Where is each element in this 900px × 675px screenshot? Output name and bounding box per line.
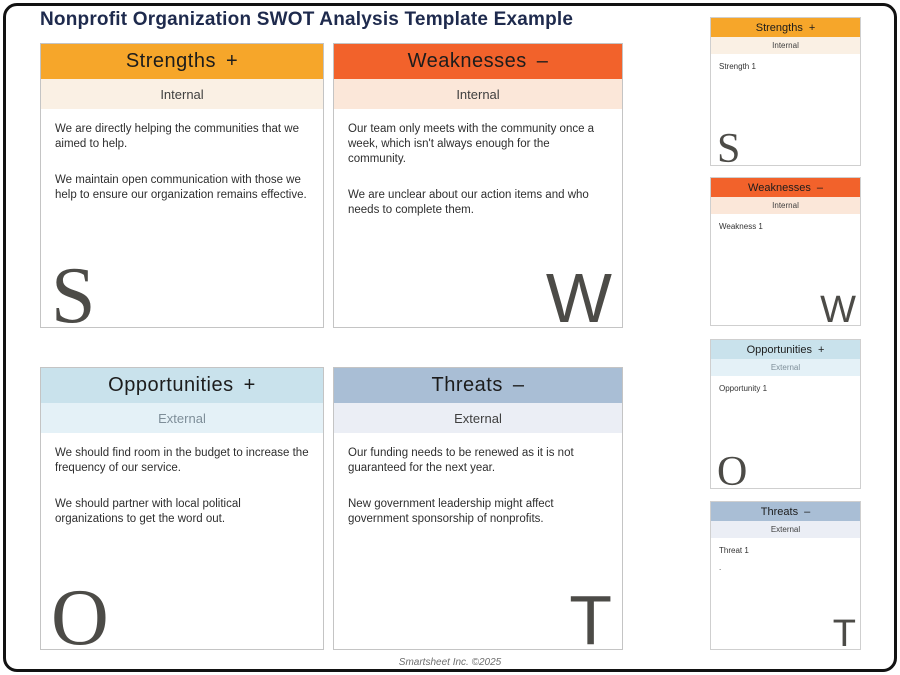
threats-scope-label: External bbox=[454, 410, 502, 426]
sidebar-weaknesses-scope-label: Internal bbox=[772, 201, 799, 210]
opportunities-body bbox=[41, 433, 323, 527]
sidebar-weaknesses-title: Weaknesses bbox=[748, 181, 811, 194]
swot-item: We are directly helping the communities that we aimed to help. bbox=[55, 123, 299, 150]
sidebar-threats-title: Threats bbox=[760, 505, 799, 518]
weaknesses-title: Weaknesses bbox=[407, 50, 527, 72]
placeholder-item: Weakness 1 bbox=[719, 222, 763, 231]
sidebar-opportunities-body bbox=[711, 376, 860, 394]
sidebar-opportunities-scope-label: External bbox=[770, 363, 801, 372]
sidebar-opportunities-scope-band bbox=[711, 359, 860, 376]
placeholder-item: Opportunity 1 bbox=[719, 384, 768, 393]
sidebar-card-weaknesses bbox=[710, 177, 861, 331]
placeholder-item: . bbox=[719, 563, 722, 573]
strengths-header bbox=[41, 44, 323, 79]
threats-header bbox=[334, 368, 622, 403]
swot-item: We should find room in the budget to increase the frequency of our service. bbox=[55, 447, 309, 474]
minus-sign: – bbox=[536, 50, 549, 72]
sidebar-opportunities-title: Opportunities bbox=[746, 343, 812, 356]
sidebar-weaknesses-body bbox=[711, 214, 860, 232]
sidebar-card-opportunities bbox=[710, 339, 861, 495]
swot-item: We should partner with local political organizations to get the word out. bbox=[55, 497, 241, 525]
strengths-scope-label: Internal bbox=[160, 86, 204, 102]
weaknesses-scope-label: Internal bbox=[456, 86, 500, 102]
quadrant-strengths bbox=[40, 43, 324, 340]
sidebar-card-strengths bbox=[710, 17, 861, 172]
weaknesses-scope-band bbox=[334, 79, 622, 109]
sidebar-threats-body bbox=[711, 538, 860, 573]
threats-body bbox=[334, 433, 622, 527]
sidebar-strengths-title: Strengths bbox=[755, 21, 803, 34]
sidebar-opportunities-header bbox=[711, 340, 860, 359]
plus-sign: + bbox=[243, 374, 256, 396]
plus-sign: + bbox=[225, 50, 239, 72]
opportunities-watermark-letter: O bbox=[51, 574, 109, 662]
minus-sign: – bbox=[512, 374, 525, 396]
strengths-title: Strengths bbox=[125, 50, 216, 72]
plus-sign: + bbox=[808, 21, 816, 34]
weaknesses-body bbox=[334, 109, 622, 218]
sidebar-card-threats bbox=[710, 501, 861, 655]
swot-item: Our funding needs to be renewed as it is not guaranteed for the next year. bbox=[348, 447, 574, 474]
sidebar-weaknesses-scope-band bbox=[711, 197, 860, 214]
placeholder-item: Strength 1 bbox=[719, 62, 756, 71]
sidebar-threats-scope-band bbox=[711, 521, 860, 538]
placeholder-item: Threat 1 bbox=[719, 546, 749, 555]
threats-watermark-letter: T bbox=[569, 581, 612, 659]
sidebar-weaknesses-watermark-letter: W bbox=[820, 289, 856, 331]
footer-credit: Smartsheet Inc. ©2025 bbox=[398, 657, 502, 668]
page-title: Nonprofit Organization SWOT Analysis Template Example bbox=[40, 9, 574, 30]
opportunities-header bbox=[41, 368, 323, 403]
opportunities-scope-label: External bbox=[158, 410, 206, 426]
sidebar-threats-header bbox=[711, 502, 860, 521]
plus-sign: + bbox=[818, 343, 825, 356]
sidebar-strengths-scope-label: Internal bbox=[772, 41, 799, 50]
minus-sign: – bbox=[816, 181, 823, 194]
swot-item: Our team only meets with the community once a week, which isn't always enough for the community. bbox=[348, 123, 595, 165]
strengths-body bbox=[41, 109, 323, 203]
threats-title: Threats bbox=[431, 374, 503, 396]
swot-item: We are unclear about our action items and who needs to complete them. bbox=[348, 188, 589, 216]
swot-item: We maintain open communication with those we help to ensure our organization remains effective. bbox=[55, 173, 307, 201]
sidebar-threats-scope-label: External bbox=[770, 525, 801, 534]
quadrant-threats bbox=[333, 367, 623, 659]
strengths-scope-band bbox=[41, 79, 323, 109]
strengths-watermark-letter: S bbox=[51, 252, 96, 340]
sidebar-weaknesses-header bbox=[711, 178, 860, 197]
weaknesses-header bbox=[334, 44, 622, 79]
sidebar-opportunities-watermark-letter: O bbox=[717, 449, 748, 495]
sidebar-strengths-header bbox=[711, 18, 860, 37]
minus-sign: – bbox=[804, 505, 811, 518]
sidebar-threats-watermark-letter: T bbox=[832, 613, 856, 655]
sidebar-strengths-scope-band bbox=[711, 37, 860, 54]
weaknesses-watermark-letter: W bbox=[545, 259, 612, 337]
sidebar-strengths-body bbox=[711, 54, 860, 72]
swot-item: New government leadership might affect government sponsorship of nonprofits. bbox=[348, 497, 554, 525]
sidebar-strengths-watermark-letter: S bbox=[717, 126, 741, 172]
threats-scope-band bbox=[334, 403, 622, 433]
opportunities-title: Opportunities bbox=[108, 374, 234, 396]
opportunities-scope-band bbox=[41, 403, 323, 433]
quadrant-opportunities bbox=[40, 367, 324, 662]
quadrant-weaknesses bbox=[333, 43, 623, 337]
